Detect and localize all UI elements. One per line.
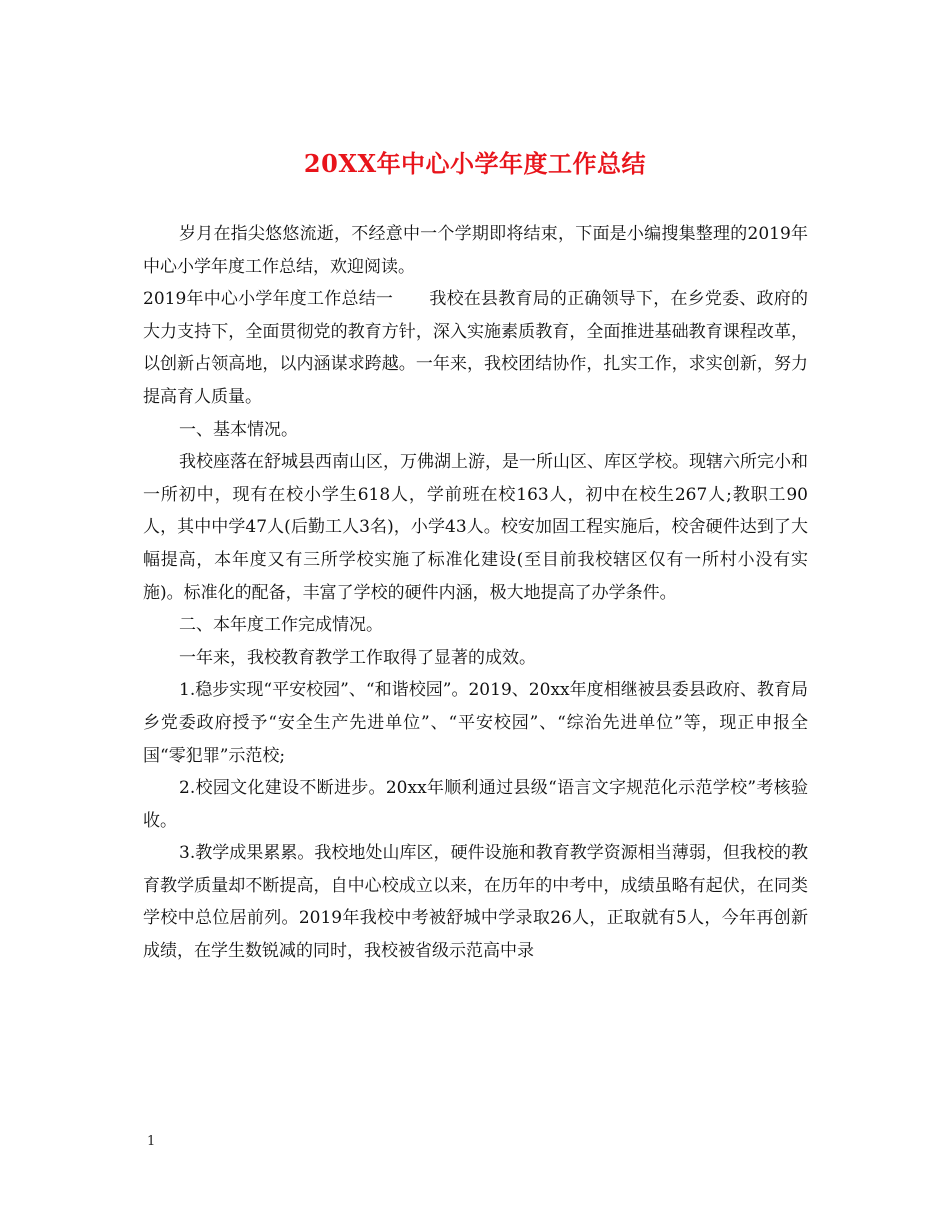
document-title: 20XX年中心小学年度工作总结 bbox=[303, 149, 647, 178]
list-item-1: 1.稳步实现“平安校园”、“和谐校园”。2019、20xx年度相继被县委县政府、教育局乡党委政府授予“安全生产先进单位”、“平安校园”、“综治先进单位”等，现正申报全国“零犯罪”示范校; bbox=[143, 680, 808, 766]
intro-paragraph: 岁月在指尖悠悠流逝，不经意中一个学期即将结束，下面是小编搜集整理的2019年中心小学年度工作总结，欢迎阅读。 bbox=[143, 224, 808, 277]
page-number: 1 bbox=[147, 1134, 156, 1149]
list-item-2: 2.校园文化建设不断进步。20xx年顺利通过县级“语言文字规范化示范学校”考核验收。 bbox=[143, 778, 808, 831]
list-item-3: 3.教学成果累累。我校地处山库区，硬件设施和教育教学资源相当薄弱，但我校的教育教学质量却不断提高，自中心校成立以来，在历年的中考中，成绩虽略有起伏，在同类学校中总位居前列。2019年我校中考被舒城中学录取26人，正取就有5人，今年再创新成绩，在学生数锐减的同时，我校被省级示范高中录 bbox=[143, 843, 808, 962]
document-body bbox=[143, 218, 808, 968]
section-2-heading: 二、本年度工作完成情况。 bbox=[179, 615, 383, 636]
section-2-intro: 一年来，我校教育教学工作取得了显著的成效。 bbox=[179, 647, 536, 668]
paragraph-text: 我校在县教育局的正确领导下，在乡党委、政府的大力支持下，全面贯彻党的教育方针，深入实施素质教育，全面推进基础教育课程改革，以创新占领高地，以内涵谋求跨越。一年来，我校团结协作，扎实工作，求实创新，努力提高育人质量。 bbox=[143, 289, 809, 407]
first-section-paragraph bbox=[143, 283, 808, 413]
subtitle: 2019年中心小学年度工作总结一 bbox=[143, 289, 394, 310]
section-1-paragraph: 我校座落在舒城县西南山区，万佛湖上游，是一所山区、库区学校。现辖六所完小和一所初中，现有在校小学生618人，学前班在校163人，初中在校生267人;教职工90人，其中中学47人(后勤工人3名)，小学43人。校安加固工程实施后，校舍硬件达到了大幅提高，本年度又有三所学校实施了标准化建设(至目前我校辖区仅有一所村小没有实施)。标准化的配备，丰富了学校的硬件内涵，极大地提高了办学条件。 bbox=[143, 452, 808, 603]
section-1-heading: 一、基本情况。 bbox=[179, 419, 298, 440]
